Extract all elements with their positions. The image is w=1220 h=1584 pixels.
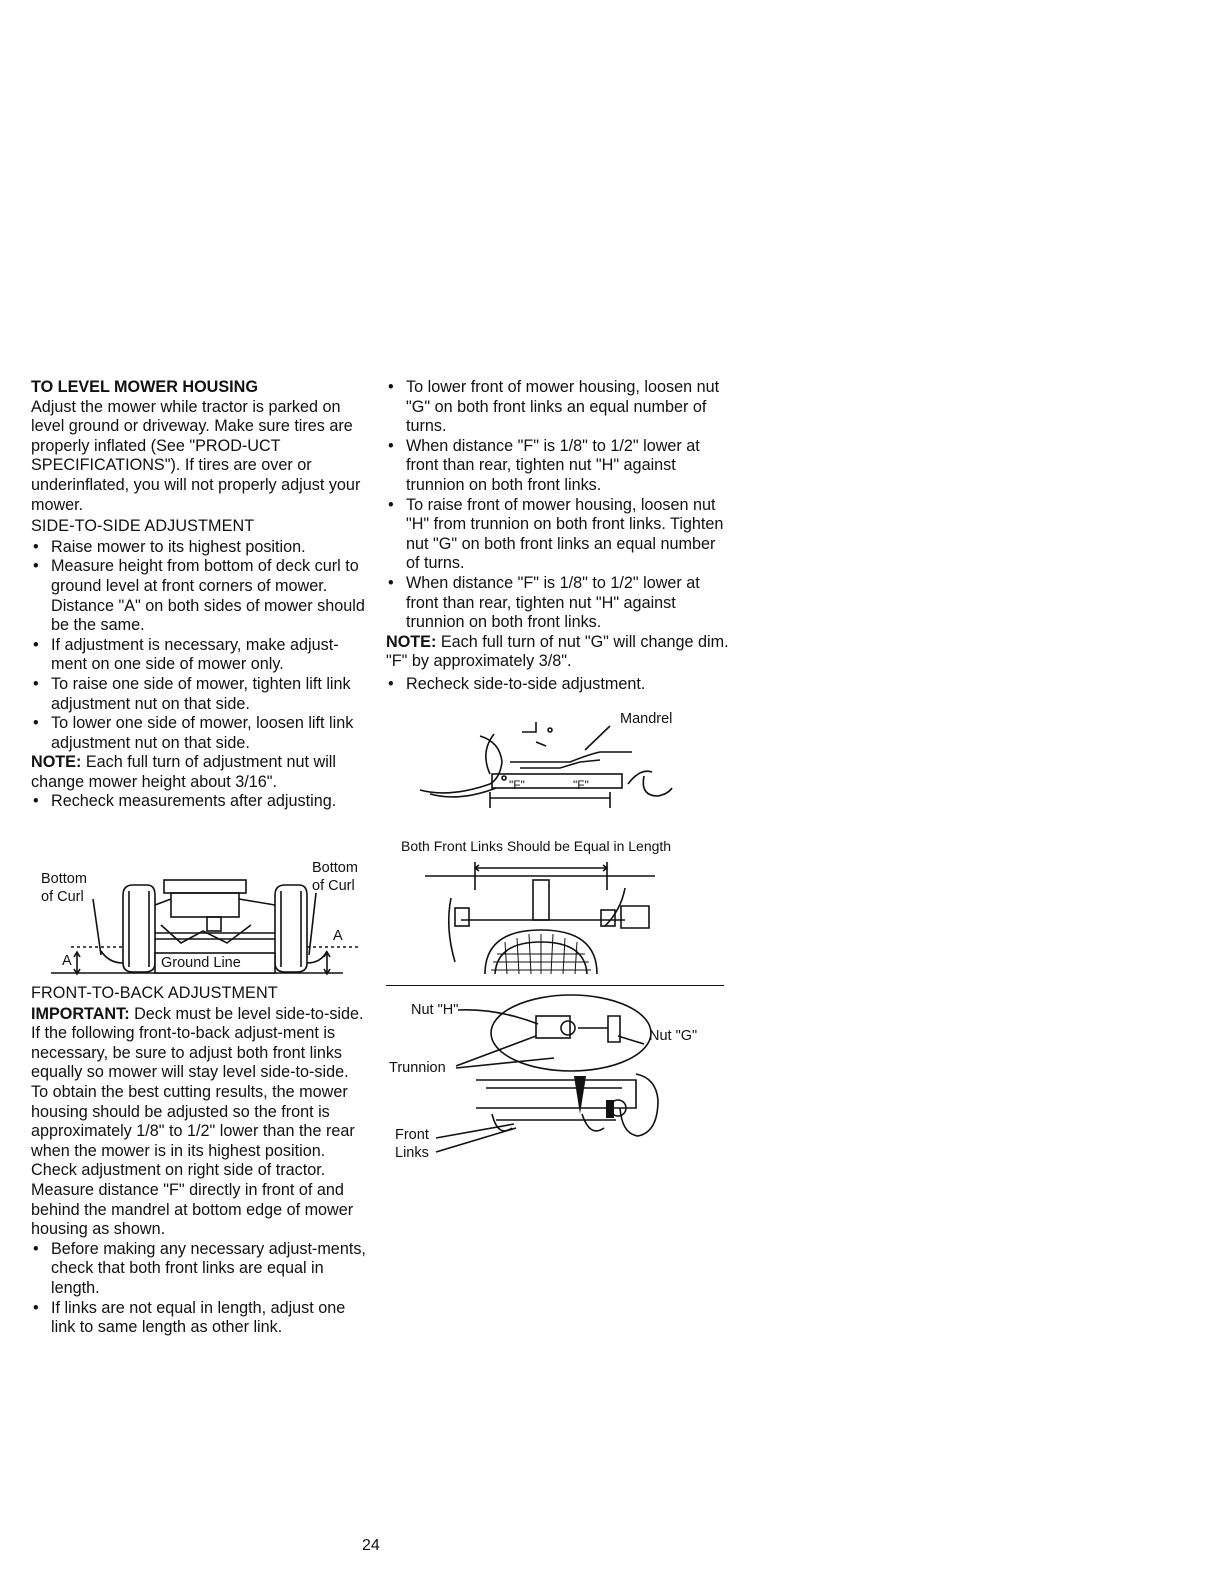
list-item: • To lower one side of mower, loosen lift link adjustment nut on that side. <box>31 714 366 753</box>
list-item: • To raise one side of mower, tighten lift link adjustment nut on that side. <box>31 675 366 714</box>
ground-line-label: Ground Line <box>161 955 241 971</box>
distance-f-rear-label: "F" <box>573 778 589 792</box>
recheck-list <box>31 792 366 812</box>
list-item: • To raise front of mower housing, loosen nut "H" from trunnion on both front links. Tighten nut "G" on both front links an equal number of turns. <box>386 496 731 574</box>
side-to-side-heading: SIDE-TO-SIDE ADJUSTMENT <box>31 517 255 536</box>
front-to-back-list <box>31 1240 366 1338</box>
recheck-list <box>386 675 731 695</box>
equal-links-figure <box>425 858 665 974</box>
mandrel-label: Mandrel <box>620 711 673 727</box>
front-links-illustration <box>425 858 665 974</box>
intro-paragraph: Adjust the mower while tractor is parked on level ground or driveway. Make sure tires are properly inflated (See "PROD-UCT SPECIFICATIONS"). If tires are over or underinflated, you will not properly adjust your mower. <box>31 397 361 514</box>
note-label: NOTE: <box>31 753 82 772</box>
section-title: TO LEVEL MOWER HOUSING <box>31 378 258 396</box>
front-links-label: Front Links <box>395 1127 429 1161</box>
important-paragraph <box>31 1005 366 1083</box>
list-item: • When distance "F" is 1/8" to 1/2" lower at front than rear, tighten nut "H" against trunnion on both front links. <box>386 574 731 633</box>
side-to-side-list <box>31 538 366 754</box>
equal-links-caption: Both Front Links Should be Equal in Length <box>401 838 672 854</box>
note-text: Each full turn of nut "G" will change dim. "F" by approximately 3/8". <box>386 632 729 671</box>
list-item: • If links are not equal in length, adjust one link to same length as other link. <box>31 1299 366 1338</box>
left-column-lower <box>31 984 366 1338</box>
list-item: • If adjustment is necessary, make adjust-ment on one side of mower only. <box>31 636 366 675</box>
list-item: • Recheck side-to-side adjustment. <box>386 675 731 695</box>
left-column <box>31 378 366 812</box>
nut-h-label: Nut "H" <box>411 1002 459 1018</box>
important-text: Deck must be level side-to-side. If the following front-to-back adjust-ment is necessary, be sure to adjust both front links equally so mower will stay level side-to-side. <box>31 1004 364 1082</box>
dimension-a-right-label: A <box>333 928 343 944</box>
important-label: IMPORTANT: <box>31 1004 130 1023</box>
list-item: • Before making any necessary adjust-ments, check that both front links are equal in length. <box>31 1240 366 1299</box>
list-item: • To lower front of mower housing, loosen nut "G" on both front links an equal number of turns. <box>386 378 731 437</box>
nut-g-label: Nut "G" <box>649 1028 698 1044</box>
bottom-of-curl-right-label: Bottom of Curl <box>312 860 358 894</box>
dimension-a-left-label: A <box>62 953 72 969</box>
list-item: • Measure height from bottom of deck curl to ground level at front corners of mower. Distance "A" on both sides of mower should be the same. <box>31 557 366 635</box>
note-paragraph <box>386 633 731 672</box>
note-text: Each full turn of adjustment nut will change mower height about 3/16". <box>31 753 336 791</box>
bottom-of-curl-left-label: Bottom of Curl <box>41 871 87 905</box>
figure-divider <box>386 985 724 986</box>
list-item: • When distance "F" is 1/8" to 1/2" lower at front than rear, tighten nut "H" against trunnion on both front links. <box>386 437 731 496</box>
page-number: 24 <box>362 1537 380 1554</box>
check-paragraph: Check adjustment on right side of tractor. Measure distance "F" directly in front of and behind the mandrel at bottom edge of mower housing as shown. <box>31 1161 354 1239</box>
front-to-back-heading: FRONT-TO-BACK ADJUSTMENT <box>31 984 278 1002</box>
list-item: • Raise mower to its highest position. <box>31 538 366 558</box>
note-label: NOTE: <box>386 632 437 651</box>
side-to-side-figure <box>31 855 371 980</box>
trunnion-label: Trunnion <box>389 1060 446 1076</box>
distance-f-front-label: "F" <box>509 778 525 792</box>
front-links-detail-figure <box>386 988 731 1168</box>
right-column <box>386 378 731 695</box>
mandrel-figure <box>410 712 700 824</box>
list-item: • Recheck measurements after adjusting. <box>31 792 366 812</box>
obtain-paragraph: To obtain the best cutting results, the mower housing should be adjusted so the front is approximately 1/8" to 1/2" lower than the rear when the mower is in its highest position. <box>31 1082 355 1160</box>
front-adjust-list <box>386 378 731 633</box>
mandrel-illustration <box>410 712 700 824</box>
note-paragraph <box>31 753 366 792</box>
